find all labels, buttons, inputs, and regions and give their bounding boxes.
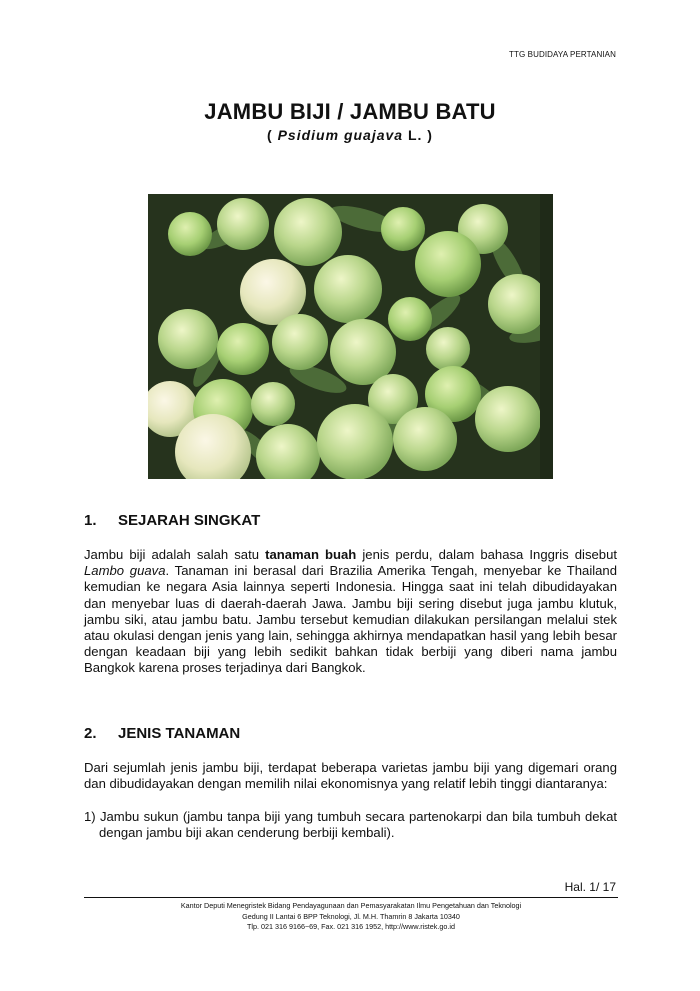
guava-photo-illustration bbox=[148, 194, 553, 479]
text-run: Jambu biji adalah salah satu bbox=[84, 547, 266, 562]
guava-fruits-photo bbox=[148, 194, 553, 479]
page-title: JAMBU BIJI / JAMBU BATU bbox=[204, 99, 496, 124]
paren-open: ( bbox=[267, 127, 278, 143]
footer bbox=[84, 901, 618, 933]
text-run: jenis perdu, dalam bahasa Inggris disebut bbox=[356, 547, 618, 562]
section-2-heading bbox=[84, 725, 240, 742]
list-item: 1) Jambu sukun (jambu tanpa biji yang tumbuh secara partenokarpi dan bila tumbuh dekat dengan jambu biji akan cenderung berbiji kembali). bbox=[84, 809, 617, 841]
section-2-paragraph: Dari sejumlah jenis jambu biji, terdapat beberapa varietas jambu biji yang digemari orang dan dibudidayakan dengan memilih nilai ekonomisnya yang relatif lebih tinggi diantaranya: bbox=[84, 760, 617, 792]
text-run: . Tanaman ini berasal dari Brazilia Amerika Tengah, menyebar ke Thailand kemudian ke negara Asia lainnya seperti Indonesia. Hingga saat ini telah dibudidayakan dan menyebar luas di daerah-daerah Jawa. Jambu biji sering disebut juga jambu klutuk, jambu siki, atau jambu batu. Jambu tersebut kemudian dilakukan persilangan melalui stek atau okulasi dengan jenis yang lain, sehingga akhirnya mendapatkan hasil yang lebih besar dengan keadaan biji yang lebih sedikit bahkan tidak berbiji yang diberi nama jambu Bangkok karena proses terjadinya dari Bangkok. bbox=[84, 563, 617, 676]
section-2-title: JENIS TANAMAN bbox=[118, 725, 241, 742]
page-number: Hal. 1/ 17 bbox=[564, 880, 616, 894]
running-header: TTG BUDIDAYA PERTANIAN bbox=[509, 50, 616, 59]
scientific-name-italic: Psidium guajava bbox=[277, 127, 404, 143]
footer-divider bbox=[84, 897, 618, 898]
footer-line-3: Tlp. 021 316 9166~69, Fax. 021 316 1952, http://www.ristek.go.id bbox=[247, 922, 455, 931]
section-1-title: SEJARAH SINGKAT bbox=[118, 512, 261, 529]
section-1-number: 1. bbox=[84, 512, 97, 529]
footer-line-1: Kantor Deputi Menegristek Bidang Pendayagunaan dan Pemasyarakatan Ilmu Pengetahuan dan Teknologi bbox=[180, 901, 522, 910]
section-2-number: 2. bbox=[84, 725, 97, 742]
section-1-heading bbox=[84, 512, 260, 529]
section-1-paragraph bbox=[84, 547, 617, 677]
footer-line-2: Gedung II Lantai 6 BPP Teknologi, Jl. M.H. Thamrin 8 Jakarta 10340 bbox=[242, 911, 460, 921]
scientific-name bbox=[0, 127, 700, 143]
italic-term: Lambo guava bbox=[84, 563, 166, 579]
author-abbrev: L. ) bbox=[403, 127, 433, 143]
bold-term: tanaman buah bbox=[265, 547, 357, 562]
